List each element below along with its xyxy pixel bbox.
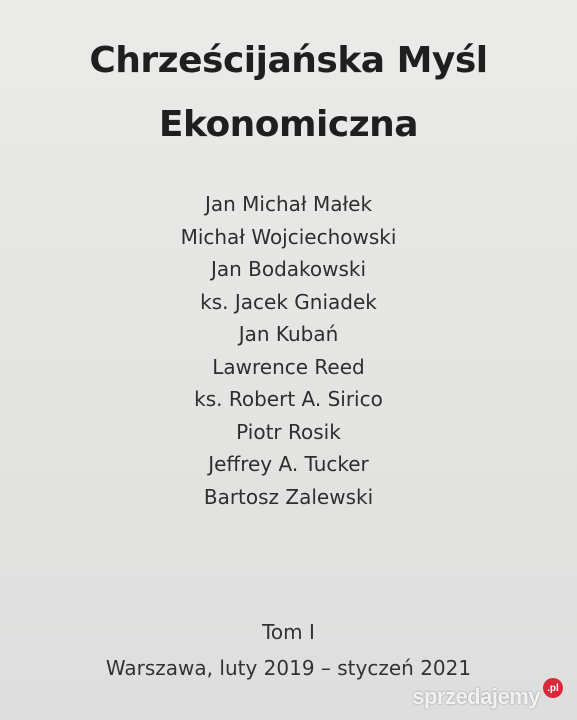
- book-title-line-2: Ekonomiczna: [158, 104, 419, 145]
- author-name: ks. Jacek Gniadek: [200, 289, 377, 314]
- publication-place-date: Warszawa, luty 2019 – styczeń 2021: [105, 656, 472, 680]
- watermark-badge: .pl: [543, 678, 563, 698]
- author-name: Lawrence Reed: [212, 354, 365, 379]
- site-watermark: [412, 684, 563, 710]
- watermark-text: sprzedajemy: [412, 684, 540, 709]
- author-name: Jan Bodakowski: [210, 257, 367, 281]
- author-name: ks. Robert A. Sirico: [194, 387, 383, 411]
- author-name: Bartosz Zalewski: [203, 484, 374, 509]
- book-title-line-1: Chrześcijańska Myśl: [89, 40, 488, 81]
- author-list: [0, 188, 577, 513]
- author-name: Jan Kubań: [238, 322, 339, 346]
- volume-label: Tom I: [262, 620, 315, 644]
- author-name: Piotr Rosik: [236, 419, 341, 444]
- author-name: Michał Wojciechowski: [180, 224, 397, 249]
- author-name: Jan Michał Małek: [204, 192, 373, 216]
- author-name: Jeffrey A. Tucker: [208, 452, 369, 476]
